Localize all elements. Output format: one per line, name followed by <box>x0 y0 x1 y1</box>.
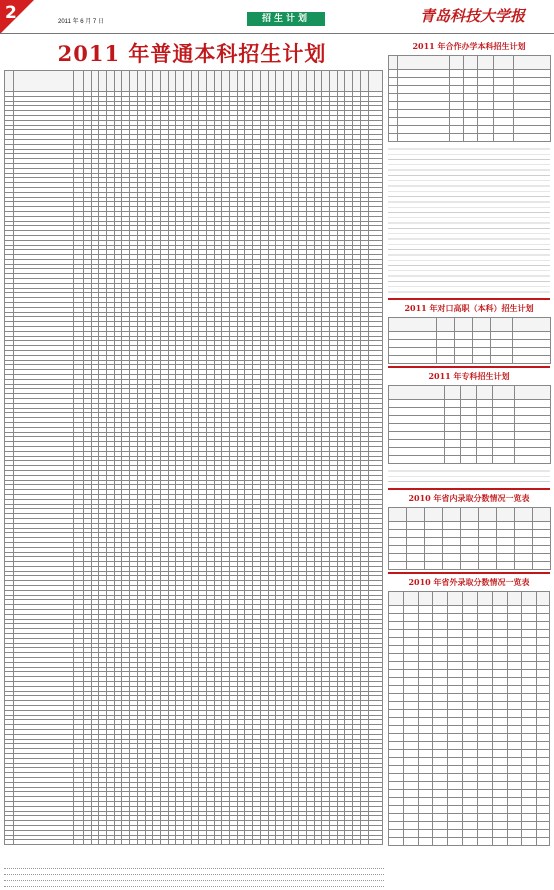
table-cell <box>99 71 107 92</box>
table-cell <box>130 71 138 92</box>
table-cell <box>268 71 276 92</box>
table-cell <box>306 71 314 92</box>
table-cell <box>168 71 176 92</box>
table-cell <box>183 71 191 92</box>
page-header <box>0 0 554 35</box>
table-cell <box>245 71 253 92</box>
table-cell <box>291 71 299 92</box>
table-cell <box>222 71 230 92</box>
table-cell <box>360 71 368 92</box>
table-cell <box>253 71 261 92</box>
table-cell <box>283 71 291 92</box>
table-cell <box>5 71 14 92</box>
table-cell <box>153 71 161 92</box>
table-cell <box>314 71 322 92</box>
table-cell <box>299 71 307 92</box>
table-cell <box>345 71 353 92</box>
masthead: 青岛科技大学报 <box>420 7 526 25</box>
table-cell <box>176 71 184 92</box>
table-cell <box>107 71 115 92</box>
table-cell <box>114 71 122 92</box>
header-rule <box>0 33 554 34</box>
table-cell <box>199 71 207 92</box>
table-cell <box>137 71 145 92</box>
table-cell <box>330 71 338 92</box>
table-cell <box>214 71 222 92</box>
table-cell <box>353 71 361 92</box>
page-number: 2 <box>5 3 17 23</box>
page-title: 2011 年普通本科招生计划 <box>57 41 327 66</box>
table-cell <box>207 71 215 92</box>
table-cell <box>145 71 153 92</box>
enrollment-plan-table <box>4 70 383 845</box>
table-cell <box>276 71 284 92</box>
table-cell <box>160 71 168 92</box>
table-cell <box>91 71 99 92</box>
table-cell <box>74 71 84 92</box>
issue-date: 2011 年 6 月 7 日 <box>58 19 104 25</box>
table-cell <box>122 71 130 92</box>
table-cell <box>322 71 330 92</box>
table-cell <box>84 71 92 92</box>
enrollment-plan-table-area <box>4 70 383 860</box>
table-cell <box>237 71 245 92</box>
header-row <box>5 71 383 92</box>
section-banner: 招生计划 <box>247 12 325 26</box>
table-cell <box>369 71 383 92</box>
table-cell <box>14 71 74 92</box>
table-cell <box>230 71 238 92</box>
table-cell <box>337 71 345 92</box>
table-cell <box>191 71 199 92</box>
table-cell <box>260 71 268 92</box>
